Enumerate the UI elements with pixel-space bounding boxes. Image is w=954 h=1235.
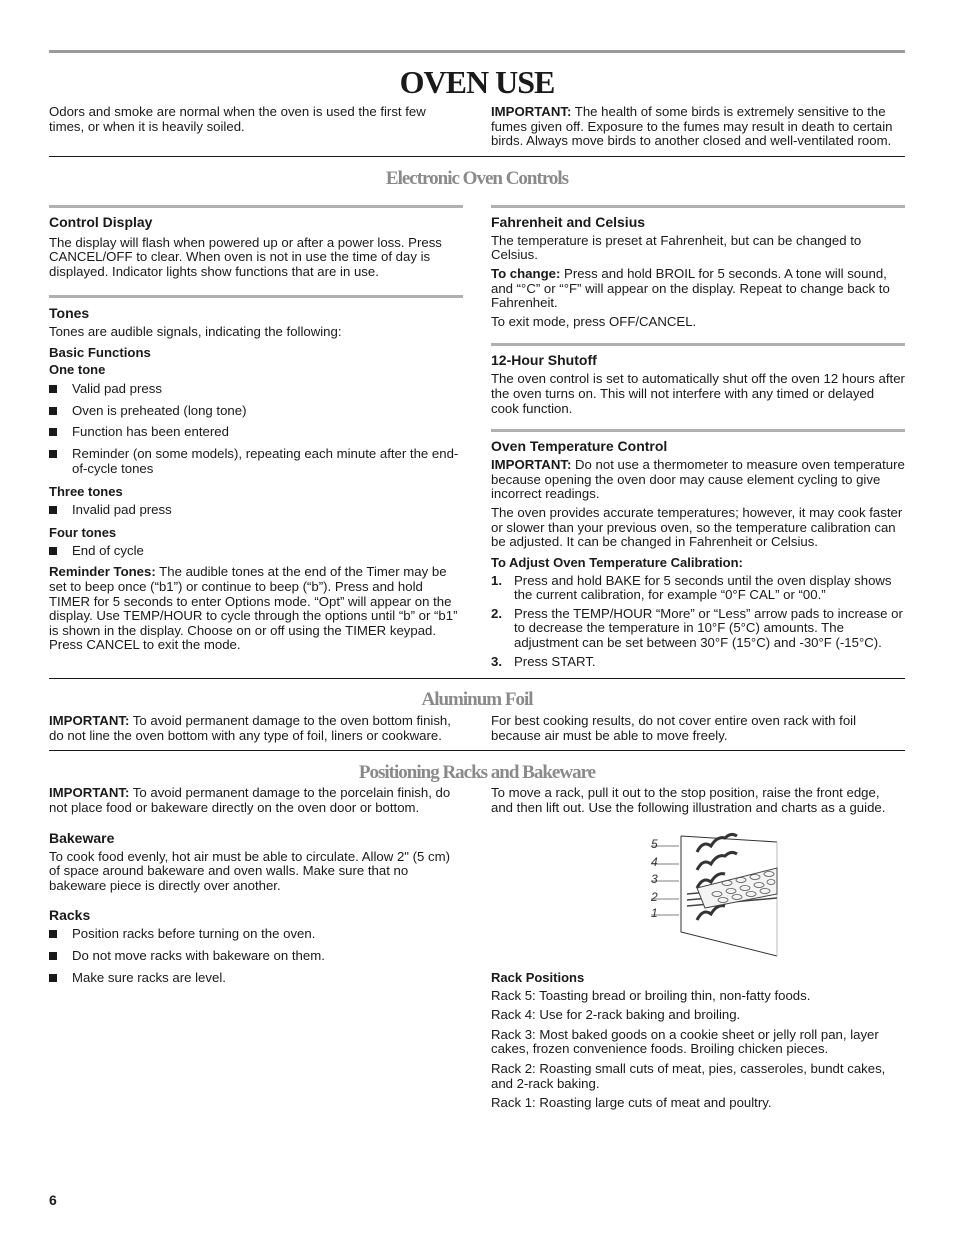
list-item: Invalid pad press: [49, 503, 463, 518]
rack-position-item: Rack 4: Use for 2-rack baking and broiling.: [491, 1007, 741, 1023]
intro-left: [49, 105, 463, 149]
electronic-section: [49, 205, 905, 669]
fahrenheit-text: The temperature is preset at Fahrenheit, but can be changed to Celsius.: [491, 232, 862, 263]
move-rack-text: To move a rack, pull it out to the stop position, raise the front edge, and then lift out. Use the following illustration and charts as a guide.: [491, 785, 886, 816]
list-item: Reminder (on some models), repeating each minute after the end-of-cycle tones: [49, 447, 463, 476]
section-divider: [49, 156, 905, 157]
rack-label-4: 4: [651, 854, 658, 869]
intro-right: [491, 105, 905, 149]
important-label: IMPORTANT:: [491, 104, 572, 119]
calibration-step: [491, 655, 905, 670]
one-tone-label: One tone: [49, 362, 106, 378]
adjust-calibration-title: To Adjust Oven Temperature Calibration:: [491, 554, 743, 570]
section-divider: [49, 678, 905, 679]
list-item: Position racks before turning on the oven.: [49, 927, 463, 942]
section-divider: [49, 750, 905, 751]
control-display-text: The display will flash when powered up or after a power loss. Press CANCEL/OFF to clear. When oven is not in use the time of day is displayed. Indicator lights show functions that are in use.: [49, 234, 442, 279]
subsection-rule: [49, 295, 463, 298]
step-text: Press START.: [514, 653, 596, 669]
foil-left: [49, 714, 463, 743]
exit-mode-text: To exit mode, press OFF/CANCEL.: [491, 313, 697, 329]
control-display-title: Control Display: [49, 213, 153, 230]
temp-control-title: Oven Temperature Control: [491, 438, 668, 455]
racks-important-text: [49, 786, 463, 815]
fahrenheit-celsius-title: Fahrenheit and Celsius: [491, 213, 646, 230]
three-tones-label: Three tones: [49, 484, 123, 500]
subsection-rule: [491, 429, 905, 432]
step-text: Press and hold BAKE for 5 seconds until the oven display shows the current calibration, for example “0°F CAL” or “00.”: [514, 572, 892, 603]
tones-title: Tones: [49, 304, 90, 321]
shutoff-title: 12-Hour Shutoff: [491, 352, 597, 369]
section-heading-racks: Positioning Racks and Bakeware: [358, 762, 596, 784]
tones-intro: Tones are audible signals, indicating the following:: [49, 323, 342, 339]
rack-label-2: 2: [651, 889, 658, 904]
racks-left: [49, 786, 463, 1110]
list-item: Do not move racks with bakeware on them.: [49, 949, 463, 964]
foil-section: [49, 714, 905, 743]
reminder-tones-body: The audible tones at the end of the Timer may be set to beep once (“b1”) or continue to beep (“b”). Press and hold TIMER for 5 seconds to enter Options mode. “Opt” will appear on the display. Use TEMP/HOUR to cycle through the options until “b” or “b1” is shown in the display. Choose on or off using the TIMER keypad. Press CANCEL to exit the mode.: [49, 564, 458, 653]
basic-functions-title: Basic Functions: [49, 345, 151, 361]
change-label: To change:: [491, 265, 561, 281]
subsection-rule: [491, 343, 905, 346]
list-item: Function has been entered: [49, 425, 463, 440]
intro-right-text: [491, 105, 905, 149]
list-item: Make sure racks are level.: [49, 971, 463, 986]
bakeware-title: Bakeware: [49, 829, 115, 846]
page-number: 6: [49, 1192, 57, 1208]
foil-right: [491, 714, 905, 743]
calibration-step: [491, 574, 905, 603]
step-number: 1.: [491, 572, 502, 588]
racks-title: Racks: [49, 907, 91, 924]
rack-label-5: 5: [651, 836, 658, 851]
intro-right-body: The health of some birds is extremely sensitive to the fumes given off. Exposure to the fumes may result in death to certain birds. Always move birds to another closed and well-ventilated room.: [491, 104, 893, 149]
important-label: IMPORTANT:: [491, 457, 572, 473]
electronic-right-column: [491, 205, 905, 669]
step-number: 2.: [491, 605, 502, 621]
three-tones-list: [49, 503, 463, 518]
step-number: 3.: [491, 653, 502, 669]
top-rule: [49, 50, 905, 53]
list-item: End of cycle: [49, 544, 463, 559]
list-item: Oven is preheated (long tone): [49, 404, 463, 419]
electronic-left-column: [49, 205, 463, 669]
subsection-rule: [49, 205, 463, 208]
rack-position-item: Rack 3: Most baked goods on a cookie sheet or jelly roll pan, layer cakes, frozen convenience foods. Broiling chicken pieces.: [491, 1026, 879, 1057]
oven-rack-diagram: [491, 824, 905, 964]
temp-accuracy-text: The oven provides accurate temperatures; however, it may cook faster or slower than your previous oven, so the temperature calibration can be adjusted. It can be changed in Fahrenheit or Celsius.: [491, 504, 903, 550]
rack-positions-illustration: [491, 824, 905, 964]
page: [49, 50, 905, 1111]
intro-section: [49, 105, 905, 149]
foil-important-body: To avoid permanent damage to the oven bottom finish, do not line the oven bottom with any type of foil, liners or cookware.: [49, 713, 451, 743]
important-label: IMPORTANT:: [49, 785, 130, 801]
rack-label-3: 3: [651, 871, 658, 886]
temp-important-body: Do not use a thermometer to measure oven temperature because opening the oven door may cause element cycling to give incorrect readings.: [491, 457, 905, 502]
rack-position-item: Rack 5: Toasting bread or broiling thin, non-fatty foods.: [491, 987, 811, 1003]
four-tones-label: Four tones: [49, 524, 117, 540]
step-text: Press the TEMP/HOUR “More” or “Less” arrow pads to increase or to decrease the temperature in 10°F (5°C) amounts. The adjustment can be set between 30°F (15°C) and -30°F (-15°C).: [514, 605, 903, 651]
section-heading-foil: Aluminum Foil: [421, 689, 533, 711]
rack-positions-title: Rack Positions: [491, 969, 585, 985]
intro-left-text: Odors and smoke are normal when the oven is used the first few times, or when it is heavily soiled.: [49, 104, 426, 134]
foil-important-text: [49, 714, 463, 743]
list-item: Valid pad press: [49, 382, 463, 397]
change-body: Press and hold BROIL for 5 seconds. A tone will sound, and “°C” or “°F” will appear on the display. Repeat to change back to Fahrenheit.: [491, 265, 890, 311]
calibration-steps: [491, 574, 905, 670]
shutoff-text: The oven control is set to automatically shut off the oven 12 hours after the oven turns on. This will not interfere with any timed or delayed cook function.: [491, 371, 905, 416]
racks-important-body: To avoid permanent damage to the porcelain finish, do not place food or bakeware directly on the oven door or bottom.: [49, 785, 451, 816]
reminder-tones-text: [49, 565, 463, 653]
foil-right-text: For best cooking results, do not cover entire oven rack with foil because air must be able to move freely.: [491, 713, 857, 743]
racks-right: [491, 786, 905, 1110]
subsection-rule: [491, 205, 905, 208]
page-title: OVEN USE: [399, 64, 555, 100]
reminder-tones-label: Reminder Tones:: [49, 564, 156, 580]
important-label: IMPORTANT:: [49, 713, 130, 729]
change-text: [491, 267, 905, 311]
bakeware-text: To cook food evenly, hot air must be able to circulate. Allow 2" (5 cm) of space around bakeware and oven walls. Make sure that no bakeware piece is directly over another.: [49, 848, 450, 893]
calibration-step: [491, 607, 905, 651]
four-tones-list: [49, 544, 463, 559]
racks-section: [49, 786, 905, 1110]
one-tone-list: [49, 382, 463, 476]
racks-list: [49, 927, 463, 985]
rack-position-item: Rack 2: Roasting small cuts of meat, pies, casseroles, bundt cakes, and 2-rack baking.: [491, 1061, 886, 1091]
temp-important-text: [491, 458, 905, 502]
section-heading-electronic: Electronic Oven Controls: [385, 167, 569, 189]
rack-label-1: 1: [651, 905, 658, 920]
rack-position-item: Rack 1: Roasting large cuts of meat and poultry.: [491, 1095, 772, 1111]
